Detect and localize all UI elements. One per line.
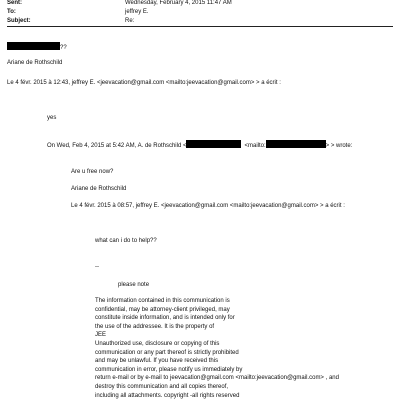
disclaimer-line: JEE — [95, 332, 107, 339]
quote-header — [47, 140, 352, 149]
reply-text: yes — [47, 115, 57, 121]
quote-header: Le 4 févr. 2015 à 12:43, jeffrey E. <jeevacation@gmail.com <mailto:jeevacation@gmail.com> > a écrit : — [7, 80, 281, 86]
disclaimer-line: Unauthorized use, disclosure or copying of this — [95, 340, 220, 347]
redaction-bar — [266, 140, 326, 148]
subject-label: Subject: — [7, 18, 31, 24]
separator-dashes: -- — [95, 264, 99, 270]
quote-header-prefix: On Wed, Feb 4, 2015 at 5:42 AM, A. de Rothschild < — [47, 143, 187, 149]
disclaimer-line: the use of the addressee. It is the property of — [95, 323, 215, 330]
to-value: jeffrey E. — [125, 9, 149, 15]
redacted-suffix: ?? — [60, 45, 67, 51]
redaction-bar — [7, 42, 60, 50]
quote-header: Le 4 févr. 2015 à 08:57, jeffrey E. <jeevacation@gmail.com <mailto:jeevacation@gmail.com> > a écrit : — [71, 203, 345, 209]
disclaimer-block — [95, 298, 339, 401]
disclaimer-line: confidential, may be attorney-client privileged, may — [95, 306, 230, 313]
disclaimer-line: communication or any part thereof is strictly prohibited — [95, 349, 239, 356]
subject-value: Re: — [125, 18, 135, 24]
disclaimer-line: including all attachments. copyright -all rights reserved — [95, 392, 240, 399]
disclaimer-line: The information contained in this communication is — [95, 298, 230, 304]
disclaimer-line: return e-mail or by e-mail to jeevacation@gmail.com <mailto:jeevacation@gmail.com> , and — [95, 375, 339, 382]
redaction-bar — [186, 140, 241, 148]
disclaimer-line: communication in error, please notify us immediately by — [95, 366, 243, 373]
sent-value: Wednesday, February 4, 2015 11:47 AM — [125, 0, 232, 6]
quoted-question: Are u free now? — [71, 169, 114, 175]
disclaimer-line: destroy this communication and all copies thereof, — [95, 383, 229, 390]
quoted-text: what can i do to help?? — [95, 238, 157, 244]
signature-line: Ariane de Rothschild — [71, 186, 127, 192]
signature-line: Ariane de Rothschild — [7, 60, 63, 66]
header-divider — [7, 26, 393, 27]
to-label: To: — [7, 9, 16, 15]
sent-label: Sent: — [7, 0, 22, 6]
disclaimer-line: and may be unlawful. If you have received this — [95, 358, 219, 365]
please-note: please note — [118, 282, 150, 288]
quote-header-mid: <mailto: — [244, 143, 266, 149]
quote-header-suffix: > > wrote: — [325, 143, 353, 149]
redacted-opening-line — [7, 42, 67, 51]
disclaimer-line: constitute inside information, and is intended only for — [95, 315, 235, 322]
